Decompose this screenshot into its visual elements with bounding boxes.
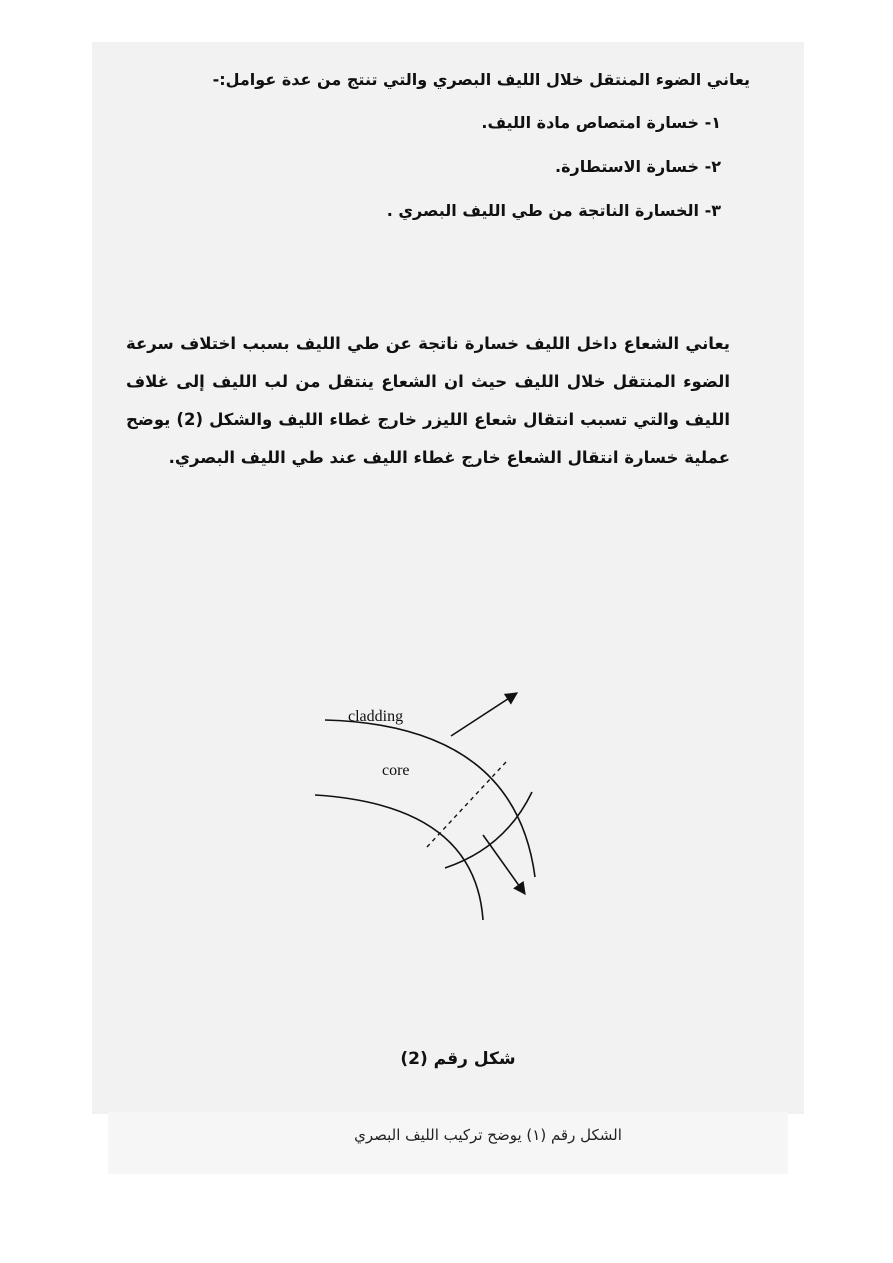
loss-factor-1: ١- خسارة امتصاص مادة الليف. (481, 113, 721, 132)
intro-line: يعاني الضوء المنتقل خلال الليف البصري والتي تنتج من عدة عوامل:- (212, 70, 750, 89)
loss-factor-3: ٣- الخسارة الناتجة من طي الليف البصري . (386, 201, 721, 220)
escaping-ray-arrow (451, 693, 517, 736)
cladding-label: cladding (348, 708, 404, 725)
loss-factor-2: ٢- خسارة الاستطارة. (554, 157, 721, 176)
bending-loss-paragraph: يعاني الشعاع داخل الليف خسارة ناتجة عن طي الليف بسبب اختلاف سرعة الضوء المنتقل خلال الليف حيث ان الشعاع ينتقل من لب الليف إلى غلاف الليف والتي تسبب انتقال شعاع الليزر خارج غطاء الليف والشكل (2) يوضح عملية خسارة انتقال الشعاع خارج غطاء الليف عند طي الليف البصري. (126, 334, 730, 467)
figure-caption (383, 1049, 533, 1069)
footer-caption: الشكل رقم (١) يوضح تركيب الليف البصري (354, 1126, 622, 1144)
figure-caption-text: شكل رقم (433, 1049, 516, 1069)
dashed-normal-line (427, 762, 506, 847)
bend-arc (445, 792, 532, 868)
core-inner-curve (315, 795, 483, 920)
fiber-bending-diagram (300, 680, 560, 930)
core-label: core (382, 762, 410, 779)
figure-caption-number: (2) (400, 1049, 428, 1069)
cladding-outer-curve (325, 720, 535, 877)
reflected-ray-arrow (483, 835, 525, 894)
